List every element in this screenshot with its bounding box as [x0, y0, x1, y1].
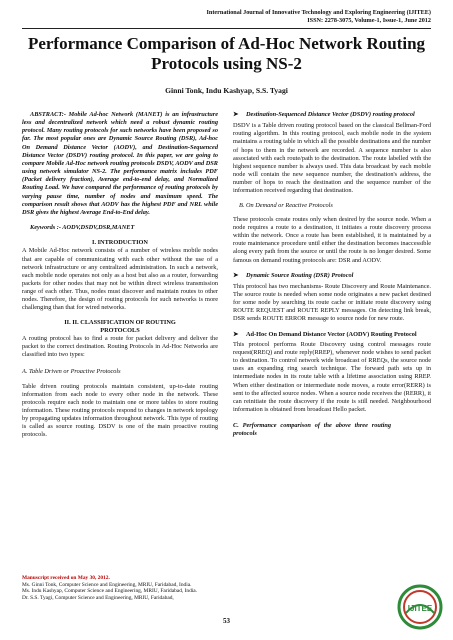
- dsr-heading: [233, 272, 431, 280]
- footnote: [22, 575, 218, 601]
- manuscript-received: Manuscript received on May 30, 2012.: [22, 575, 110, 581]
- journal-issn: ISSN: 2278-3075, Volume-1, Issue-1, June 2012: [307, 17, 431, 24]
- footnote-author-2: Ms. Indu Kashyap, Computer Science and Engineering, MRIU, Faridabad, India.: [22, 588, 198, 595]
- aodv-heading: [233, 331, 431, 339]
- aodv-heading-text: Ad-Hoc On Demand Distance Vector (AODV) Routing Protocol: [246, 330, 417, 338]
- on-demand-heading: B. On Demand or Reactive Protocols: [239, 201, 333, 209]
- journal-header: [71, 9, 431, 25]
- intro-heading: I. INTRODUCTION: [92, 239, 148, 247]
- table-driven-heading: A. Table Driven or Proactive Protocols: [22, 368, 121, 376]
- header-rule: [22, 28, 431, 29]
- bullet-arrow-icon: ➤: [233, 330, 239, 338]
- left-column: [22, 111, 218, 440]
- dsdv-heading: [233, 111, 431, 119]
- journal-name: International Journal of Innovative Technology and Exploring Engineering (IJITEE): [206, 9, 431, 16]
- dsdv-text: DSDV is a Table driven routing protocol based on the classical Bellman-Ford routing algorithm. In this routing protocol, each mobile node in the system maintains a routing table in which all the possible destinations and the number of hops to them in the network are recorded. A sequence number is also associated with each route/path to the destination. The route labelled with the highest sequence number is always used. This data broadcast by each mobile node will contain the new sequence number, the destination's address, the number of hops to reach the destination and the sequence number of the information received regarding that destination.: [233, 122, 431, 195]
- ijitee-logo-icon: [396, 583, 444, 631]
- dsdv-heading-text: Destination-Sequenced Distance Vector (DSDV) routing protocol: [246, 111, 415, 118]
- dsr-heading-text: Dynamic Source Routing (DSR) Protocol: [246, 271, 354, 279]
- right-column: [233, 111, 431, 438]
- classification-heading: II. II. CLASSIFICATION OF ROUTING PROTOCOLS: [64, 318, 176, 334]
- aodv-text: This protocol performs Route Discovery using control messages route request(RREQ) and route reply(RREP), whenever node wishes to send packet to destination. To control network wide broadcast of RREQs, the source node uses an expanding ring search technique. The forward path sets up in intermediate nodes in its route table with a lifetime association using RREP. When either destination or intermediate node moves, a route error(RERR) is sent to the affected source nodes. When a source node receives the (RERR), it can reinitiate the route discovery if the route is still needed. Neighbourhood information is obtained from broadcast Hello packet.: [233, 340, 431, 413]
- dsr-text: This protocol has two mechanisms- Route Discovery and Route Maintenance. The source route is needed when some node originates a new packet destined for some node by searching its route cache or initiate route discovery using ROUTE REQUEST and ROUTE REPLY messages. On detecting link break, DSR sends ROUTE ERROR message to source node for new route.: [233, 282, 431, 323]
- bullet-arrow-icon: ➤: [233, 271, 239, 279]
- paper-title: Performance Comparison of Ad-Hoc Network Routing Protocols using NS-2: [27, 34, 426, 73]
- abstract: ABSTRACT:- Mobile Ad-hoc Network (MANET) is an infrastructure less and decentralized network which need a robust dynamic routing protocol. Many routing protocols for such networks have been proposed so far. The most popular ones are Dynamic Source Routing (DSR), Ad-hoc On Demand Distance Vector (AODV), and Destination-Sequenced Distance Vector (DSDV) routing protocol. In this paper, we are going to compare Mobile Ad-Hoc network routing protocols DSDV, AODV and DSR using network simulator NS-2. The performance matrix includes PDF (Packet delivery fraction), Average end-to-end delay, and Normalized Routing Load. We have compared the performance of routing protocols by varying pause time, number of nodes and maximum speed. The comparison result shows that AODV has the highest PDF and NRL while DSR gives the highest Average End-to-End delay.: [22, 111, 218, 216]
- comparison-heading: C. Performance comparison of the above three routing protocols: [233, 422, 391, 438]
- footnote-author-1: Ms. Ginni Tonk, Computer Science and Engineering, MRIU, Faridabad, India.: [22, 581, 192, 588]
- page-number: 53: [223, 617, 230, 625]
- bullet-arrow-icon: ➤: [233, 111, 239, 118]
- keywords: Keywords :- AODV,DSDV,DSR,MANET: [30, 224, 135, 232]
- journal-logo: [396, 583, 444, 631]
- table-driven-text: Table driven routing protocols maintain consistent, up-to-date routing information from each node to every other node in the network. These protocols require each node to maintain one or more tables to store routing information. These routing protocols respond to changes in network topology by propagating updates information throughout network. This type of routing is called as source routing. DSDV is one of the main proactive routing protocols.: [22, 382, 218, 439]
- paper-authors: Ginni Tonk, Indu Kashyap, S.S. Tyagi: [165, 86, 288, 95]
- svg-text:IJITEE: IJITEE: [407, 604, 433, 613]
- intro-text: A Mobile Ad-Hoc network consists of a number of wireless mobile nodes that are capable of communicating with each other without the use of a network infrastructure or any centralized administration. In such a network, each mobile node operates not only as a host but also as a router, forwarding packets for other nodes that may not be within direct wireless transmission range of each other. Thus, nodes must discover and maintain routes to other nodes. Therefore, the design of routing protocols for such networks is more challenging than that for wired networks.: [22, 247, 218, 312]
- on-demand-text: These protocols create routes only when desired by the source node. When a node requires a route to a destination, it initiates a route discovery process within the network. Once a route has been established, it is maintained by a route maintenance procedure until either the destination becomes inaccessible along every path from the source or until the route is no longer desired. Some famous on demand routing protocols are: DSR and AODV.: [233, 215, 431, 264]
- classification-text: A routing protocol has to find a route for packet delivery and deliver the packet to the correct destination. Routing Protocols in Ad-Hoc Networks are classified into two types:: [22, 334, 218, 359]
- footnote-author-3: Dr. S.S. Tyagi, Computer Science and Engineering, MRIU, Faridabad,: [22, 594, 174, 601]
